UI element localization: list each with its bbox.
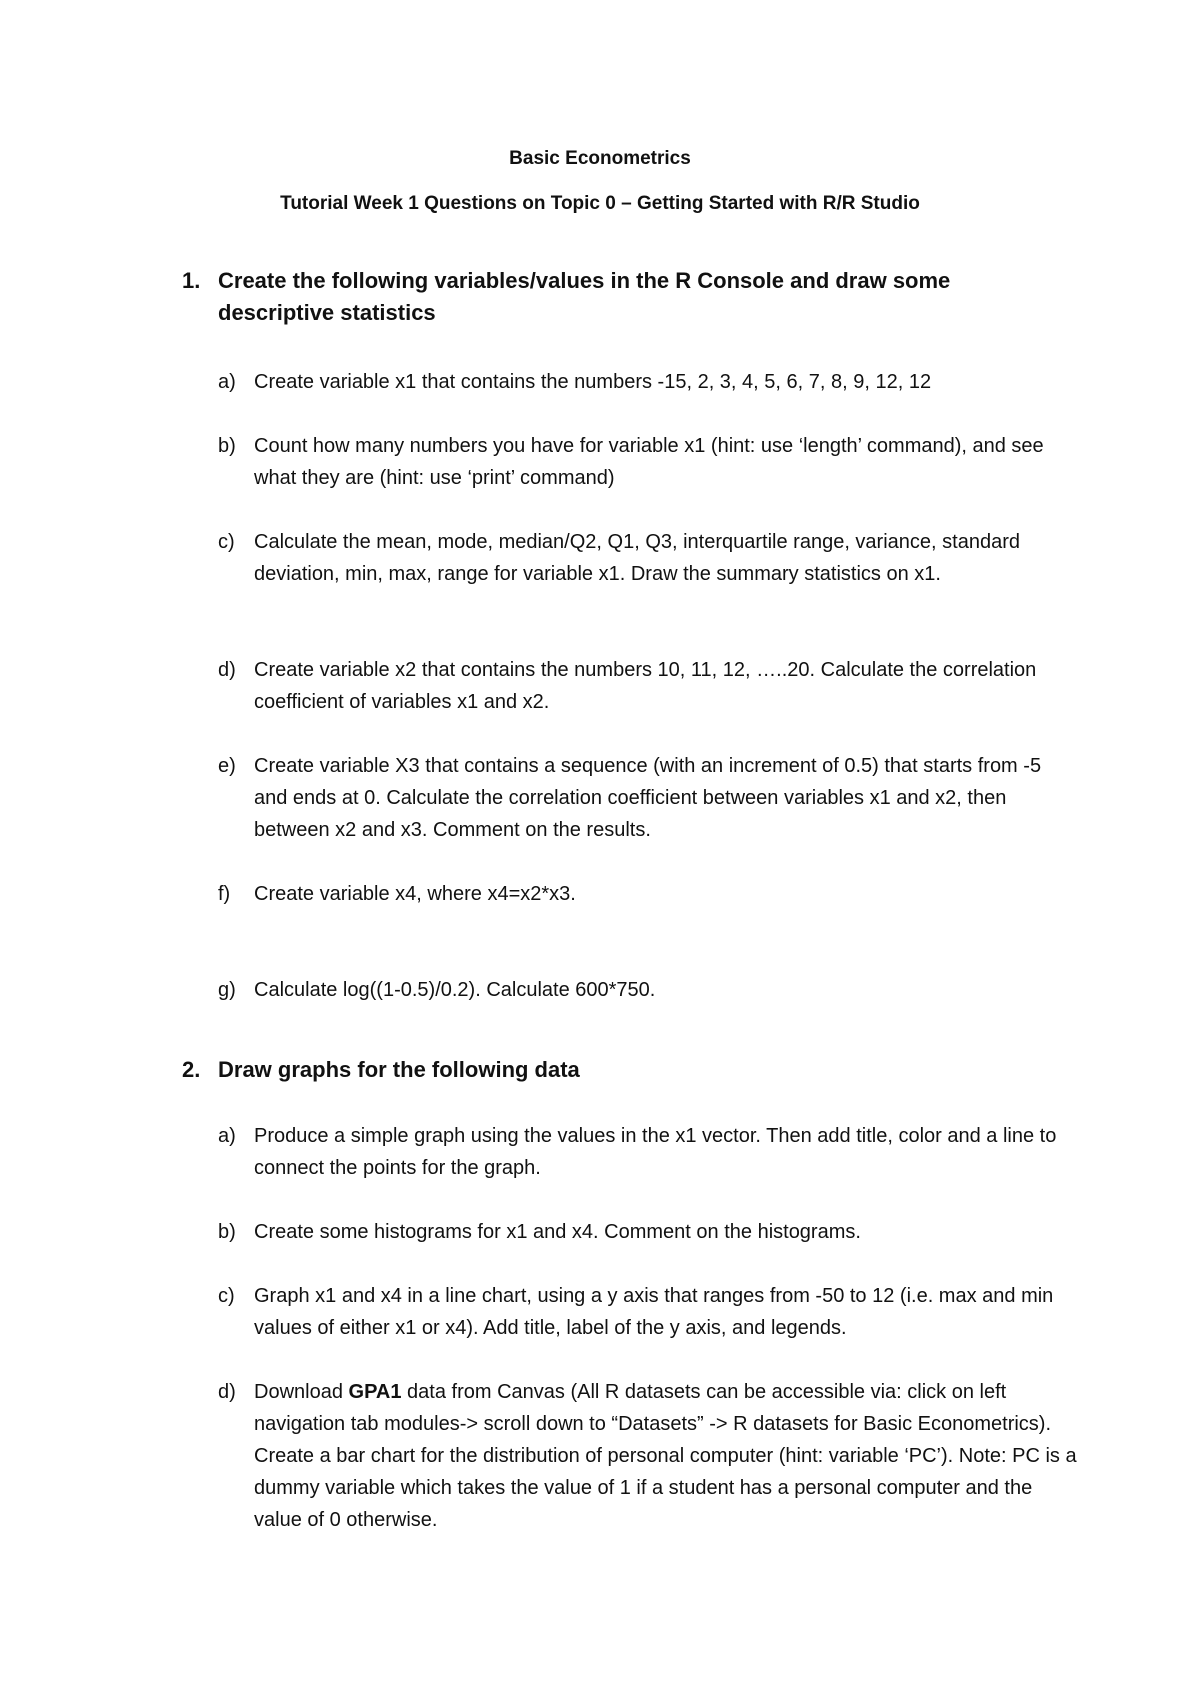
section-1-heading [182, 265, 1062, 329]
section-heading-text: Create the following variables/values in the R Console and draw some descriptive statistics [218, 268, 951, 325]
question-text-start: Download [254, 1381, 349, 1403]
question-text: Graph x1 and x4 in a line chart, using a y axis that ranges from -50 to 12 (i.e. max and min values of either x1 or x4). Add title, label of the y axis, and legends. [254, 1285, 1054, 1339]
question-2a [218, 1120, 1078, 1184]
question-marker: c) [218, 1285, 235, 1307]
question-1e [218, 750, 1078, 846]
question-1b [218, 430, 1078, 494]
question-marker: e) [218, 755, 236, 777]
question-marker: a) [218, 371, 236, 393]
question-2b [218, 1216, 1078, 1248]
question-text: Create variable X3 that contains a sequence (with an increment of 0.5) that starts from -5 and ends at 0. Calculate the correlation coefficient between variables x1 and x2, then between x2 and x3. Comment on the results. [254, 755, 1042, 841]
question-1f [218, 878, 1078, 910]
question-text: Create variable x2 that contains the numbers 10, 11, 12, …..20. Calculate the correlation coefficient of variables x1 and x2. [254, 659, 1037, 713]
question-1d [218, 654, 1078, 718]
question-text: Create variable x1 that contains the numbers -15, 2, 3, 4, 5, 6, 7, 8, 9, 12, 12 [254, 371, 932, 393]
question-1c [218, 526, 1078, 590]
question-marker: b) [218, 1221, 236, 1243]
section-2-heading [182, 1054, 1062, 1086]
question-text [254, 1376, 1078, 1536]
section-number: 1. [182, 268, 201, 293]
question-marker: f) [218, 883, 231, 905]
document-title: Basic Econometrics [509, 148, 691, 169]
question-marker: a) [218, 1125, 236, 1147]
question-2d [218, 1376, 1078, 1536]
section-number: 2. [182, 1057, 201, 1082]
question-marker: b) [218, 435, 236, 457]
question-text: Calculate the mean, mode, median/Q2, Q1, Q3, interquartile range, variance, standard deviation, min, max, range for variable x1. Draw the summary statistics on x1. [254, 531, 1020, 585]
question-2c [218, 1280, 1078, 1344]
question-text: Create variable x4, where x4=x2*x3. [254, 883, 576, 905]
question-marker: c) [218, 531, 235, 553]
section-heading-text: Draw graphs for the following data [218, 1057, 580, 1082]
question-marker: g) [218, 979, 236, 1001]
document-subtitle: Tutorial Week 1 Questions on Topic 0 – Getting Started with R/R Studio [280, 193, 920, 214]
dataset-name: GPA1 [348, 1381, 402, 1403]
question-text: Calculate log((1-0.5)/0.2). Calculate 600*750. [254, 979, 656, 1001]
question-marker: d) [218, 1381, 236, 1403]
question-marker: d) [218, 659, 236, 681]
question-text: Produce a simple graph using the values in the x1 vector. Then add title, color and a line to connect the points for the graph. [254, 1125, 1057, 1179]
question-1g [218, 974, 1078, 1006]
question-text-end: data from Canvas (All R datasets can be accessible via: click on left navigation tab modules-> scroll down to “Datasets” -> R datasets for Basic Econometrics). Create a bar chart for the distribution of personal computer (hint: variable ‘PC’). Note: PC is a dummy variable which takes the value of 1 if a student has a personal computer and the value of 0 otherwise. [254, 1381, 1077, 1531]
question-1a [218, 366, 1078, 398]
question-text: Count how many numbers you have for variable x1 (hint: use ‘length’ command), and see what they are (hint: use ‘print’ command) [254, 435, 1044, 489]
question-text: Create some histograms for x1 and x4. Comment on the histograms. [254, 1221, 861, 1243]
